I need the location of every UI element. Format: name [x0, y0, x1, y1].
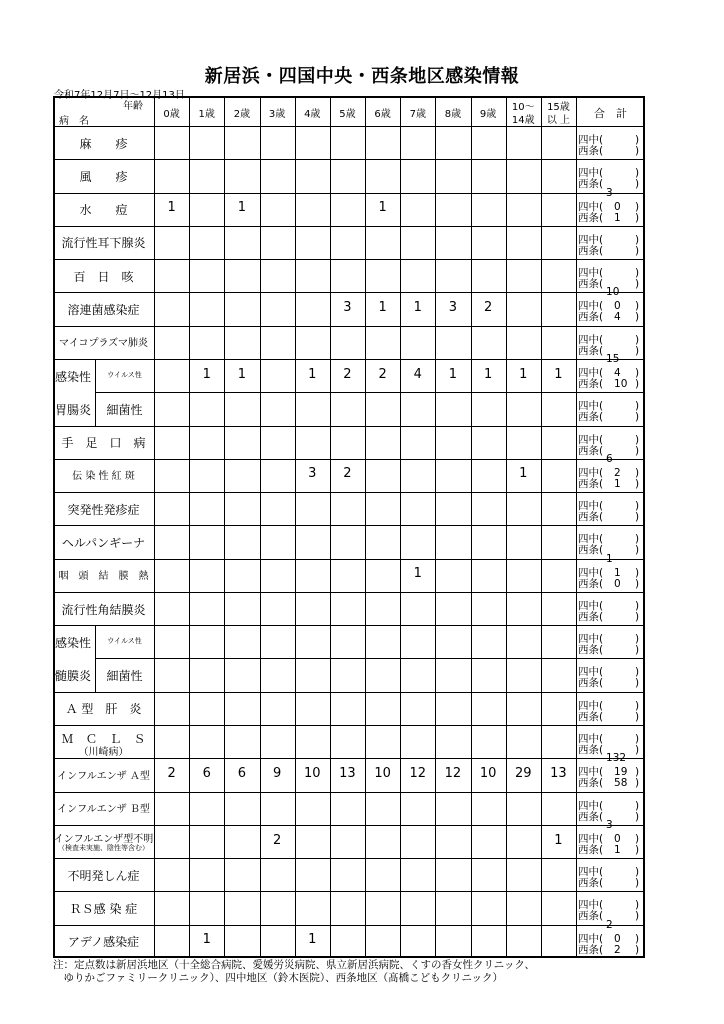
region-saijo: 西条(: [578, 877, 604, 890]
table-rule: [53, 625, 645, 626]
virus-label: ウイルス性: [107, 370, 142, 379]
age-label: 年齢: [123, 101, 143, 112]
age-header: 14歳: [511, 115, 535, 126]
disease-name: 溶連菌感染症: [67, 303, 140, 318]
case-count: 3: [308, 466, 317, 482]
disease-note: （検査未実施、陰性等含む）: [58, 843, 149, 852]
case-count: 2: [272, 832, 282, 848]
case-count: 1: [378, 300, 387, 316]
disease-name: Ｍ Ｃ Ｌ Ｓ: [61, 732, 146, 747]
region-saijo: 西条(: [578, 344, 604, 357]
region-shikoku: 四中(: [578, 766, 604, 779]
paren-close: ): [635, 799, 640, 812]
table-rule: [53, 126, 645, 127]
disease-name: 手 足 口 病: [61, 436, 146, 451]
paren-close: ): [635, 444, 640, 457]
case-count: 1: [237, 200, 247, 216]
table-rule: [53, 459, 645, 460]
shikoku-count: 19: [614, 766, 628, 779]
table-rule: [53, 226, 645, 227]
disease-name: アデノ感染症: [67, 935, 140, 950]
table-rule: [53, 925, 645, 926]
paren-close: ): [635, 300, 640, 313]
case-count: 1: [519, 466, 528, 482]
region-saijo: 西条(: [578, 377, 604, 390]
saijo-count: 0: [614, 577, 621, 590]
paren-close: ): [635, 610, 640, 623]
case-count: 1: [237, 366, 247, 382]
region-shikoku: 四中(: [578, 566, 604, 579]
paren-close: ): [635, 311, 640, 324]
virus-label: ウイルス性: [107, 636, 142, 645]
region-shikoku: 四中(: [578, 400, 604, 413]
table-rule: [53, 559, 645, 560]
total-count: 10: [606, 286, 620, 299]
saijo-count: 10: [614, 377, 628, 390]
table-rule: [53, 159, 645, 160]
case-count: 1: [554, 832, 563, 848]
total-count: 1: [606, 552, 613, 565]
age-header: 8歳: [444, 109, 462, 120]
region-shikoku: 四中(: [578, 200, 604, 213]
region-saijo: 西条(: [578, 211, 604, 224]
disease-name: 咽 頭 結 膜 熱: [58, 571, 149, 583]
case-count: 2: [343, 466, 352, 482]
age-header: 15歳: [547, 102, 570, 113]
group-label: 胃腸炎: [55, 402, 92, 417]
paren-close: ): [635, 344, 640, 357]
case-count: 10: [374, 765, 391, 781]
paren-close: ): [635, 477, 640, 490]
shikoku-count: 0: [614, 932, 621, 945]
case-count: 10: [479, 765, 497, 781]
case-count: 3: [448, 300, 458, 316]
disease-label: 病 名: [59, 116, 89, 127]
table-rule: [53, 326, 645, 327]
total-header: 合 計: [594, 107, 627, 120]
age-header: 0歳: [163, 109, 180, 120]
case-count: 10: [303, 765, 321, 781]
shikoku-count: 0: [614, 300, 621, 313]
age-header: 5歳: [339, 109, 356, 120]
paren-close: ): [635, 233, 640, 246]
case-count: 1: [202, 932, 211, 948]
paren-close: ): [635, 943, 640, 956]
table-rule: [53, 858, 645, 859]
total-count: 15: [606, 352, 620, 365]
paren-close: ): [635, 843, 640, 856]
paren-close: ): [635, 666, 640, 679]
paren-close: ): [635, 366, 640, 379]
disease-name: 風 疹: [79, 169, 128, 184]
paren-close: ): [635, 533, 640, 546]
case-count: 29: [514, 765, 532, 781]
paren-close: ): [635, 500, 640, 513]
table-rule: [53, 825, 645, 826]
disease-name: ヘルパンギーナ: [61, 536, 146, 550]
footnote-line: ゆりかごファミリークリニック）、四中地区（鈴木医院）、西条地区（髙橋こどもクリニック）: [53, 972, 504, 984]
case-count: 1: [519, 366, 528, 382]
table-rule: [53, 692, 645, 693]
group-label: 髄膜炎: [55, 669, 92, 684]
total-count: 6: [606, 452, 613, 465]
disease-name: 麻 疹: [79, 136, 128, 151]
region-saijo: 西条(: [578, 843, 604, 856]
age-header: 10～: [511, 102, 535, 113]
paren-close: ): [635, 333, 640, 346]
total-count: 3: [606, 186, 613, 199]
disease-name: ＲＳ感 染 症: [69, 902, 138, 917]
paren-close: ): [635, 599, 640, 612]
table-rule: [53, 792, 645, 793]
region-saijo: 西条(: [578, 411, 604, 424]
region-saijo: 西条(: [578, 145, 604, 157]
region-shikoku: 四中(: [578, 633, 604, 646]
region-saijo: 西条(: [578, 244, 604, 257]
age-header: 9歳: [479, 109, 497, 120]
footnote-line: 注：定点数は新居浜地区（十全総合病院、愛媛労災病院、県立新居浜病院、くすの香女性クリニック、: [53, 959, 535, 971]
paren-close: ): [635, 866, 640, 879]
region-saijo: 西条(: [578, 278, 604, 291]
region-saijo: 西条(: [578, 178, 604, 191]
paren-close: ): [635, 733, 640, 746]
paren-close: ): [635, 377, 640, 390]
region-saijo: 西条(: [578, 577, 604, 590]
case-count: 6: [202, 765, 211, 781]
paren-close: ): [635, 544, 640, 557]
saijo-count: 1: [614, 843, 621, 856]
region-shikoku: 四中(: [578, 233, 604, 246]
paren-close: ): [635, 899, 640, 912]
disease-name: 流行性角結膜炎: [61, 602, 146, 617]
disease-name: 伝 染 性 紅 斑: [72, 471, 135, 483]
region-saijo: 西条(: [578, 477, 604, 490]
region-saijo: 西条(: [578, 910, 604, 923]
paren-close: ): [635, 433, 640, 446]
disease-name: インフルエンザ Ａ型: [57, 770, 150, 782]
region-shikoku: 四中(: [578, 267, 604, 280]
paren-close: ): [635, 877, 640, 890]
region-shikoku: 四中(: [578, 799, 604, 812]
region-saijo: 西条(: [578, 943, 604, 956]
region-shikoku: 四中(: [578, 333, 604, 346]
disease-name: 不明発しん症: [67, 868, 140, 883]
saijo-count: 1: [614, 211, 621, 224]
paren-close: ): [635, 633, 640, 646]
region-shikoku: 四中(: [578, 533, 604, 546]
paren-close: ): [635, 167, 640, 180]
paren-close: ): [635, 766, 640, 779]
paren-close: ): [635, 267, 640, 280]
saijo-count: 1: [614, 477, 621, 490]
region-shikoku: 四中(: [578, 733, 604, 746]
case-count: 1: [413, 300, 422, 316]
total-count: 3: [606, 818, 613, 831]
region-shikoku: 四中(: [578, 866, 604, 879]
case-count: 2: [378, 366, 387, 382]
paren-close: ): [635, 566, 640, 579]
paren-close: ): [635, 200, 640, 213]
table-rule: [53, 525, 645, 526]
group-label: 感染性: [55, 635, 92, 650]
group-label: 感染性: [55, 369, 92, 384]
paren-close: ): [635, 178, 640, 191]
age-header: 2歳: [233, 109, 251, 120]
region-shikoku: 四中(: [578, 134, 604, 146]
table-rule: [53, 891, 645, 892]
region-saijo: 西条(: [578, 444, 604, 457]
page-title: 新居浜・四国中央・西条地区感染情報: [204, 66, 520, 87]
case-count: 4: [413, 366, 422, 382]
shikoku-count: 1: [614, 566, 621, 579]
table-rule: [53, 193, 645, 194]
case-count: 1: [554, 366, 563, 382]
age-header: 3歳: [268, 109, 286, 120]
region-saijo: 西条(: [578, 610, 604, 623]
table-rule: [53, 259, 645, 260]
case-count: 9: [272, 765, 282, 781]
paren-close: ): [635, 411, 640, 424]
case-count: 2: [343, 366, 352, 382]
case-count: 6: [237, 765, 247, 781]
paren-close: ): [635, 699, 640, 712]
total-count: 132: [606, 752, 627, 765]
region-saijo: 西条(: [578, 311, 604, 324]
region-shikoku: 四中(: [578, 500, 604, 513]
disease-name: インフルエンザ型不明: [53, 833, 154, 845]
case-count: 1: [202, 366, 211, 382]
case-count: 1: [308, 932, 317, 948]
case-count: 1: [167, 200, 176, 216]
region-saijo: 西条(: [578, 511, 604, 524]
paren-close: ): [635, 466, 640, 479]
region-saijo: 西条(: [578, 744, 604, 757]
table-rule: [53, 292, 645, 293]
disease-name: 百 日 咳: [73, 269, 134, 284]
saijo-count: 58: [614, 777, 628, 790]
paren-close: ): [635, 511, 640, 524]
case-count: 13: [339, 765, 356, 781]
paren-close: ): [635, 644, 640, 657]
case-count: 2: [483, 300, 493, 316]
region-shikoku: 四中(: [578, 466, 604, 479]
paren-close: ): [635, 744, 640, 757]
case-count: 1: [378, 200, 387, 216]
region-saijo: 西条(: [578, 544, 604, 557]
bacteria-label: 細菌性: [106, 402, 143, 417]
disease-name: インフルエンザ Ｂ型: [57, 804, 150, 816]
footnote: [53, 959, 535, 985]
paren-close: ): [635, 910, 640, 923]
disease-name: マイコプラズマ肺炎: [59, 338, 148, 350]
disease-name: 水 痘: [79, 203, 128, 218]
paren-close: ): [635, 832, 640, 845]
table-rule: [53, 758, 645, 759]
saijo-count: 4: [614, 311, 621, 324]
region-shikoku: 四中(: [578, 666, 604, 679]
bacteria-label: 細菌性: [106, 669, 143, 684]
case-count: 1: [483, 366, 493, 382]
paren-close: ): [635, 400, 640, 413]
paren-close: ): [635, 134, 640, 146]
table-rule: [53, 725, 645, 726]
case-count: 1: [413, 566, 422, 582]
region-saijo: 西条(: [578, 644, 604, 657]
table-rule: [53, 359, 645, 360]
paren-close: ): [635, 677, 640, 690]
case-count: 1: [448, 366, 458, 382]
paren-close: ): [635, 710, 640, 723]
paren-close: ): [635, 577, 640, 590]
paren-close: ): [635, 244, 640, 257]
region-saijo: 西条(: [578, 777, 604, 790]
paren-close: ): [635, 932, 640, 945]
shikoku-count: 4: [614, 366, 621, 379]
region-shikoku: 四中(: [578, 433, 604, 446]
region-saijo: 西条(: [578, 710, 604, 723]
region-saijo: 西条(: [578, 810, 604, 823]
table-rule: [53, 426, 645, 427]
paren-close: ): [635, 211, 640, 224]
region-shikoku: 四中(: [578, 699, 604, 712]
age-header: 6歳: [374, 109, 391, 120]
table-rule: [95, 658, 645, 659]
paren-close: ): [635, 145, 640, 157]
age-header: 以 上: [546, 115, 571, 126]
table-rule: [53, 492, 645, 493]
shikoku-count: 0: [614, 832, 621, 845]
case-count: 12: [444, 765, 462, 781]
total-count: 2: [606, 918, 613, 931]
table-rule: [53, 592, 645, 593]
region-shikoku: 四中(: [578, 899, 604, 912]
case-count: 13: [550, 765, 567, 781]
disease-name: 突発性発疹症: [67, 502, 140, 517]
paren-close: ): [635, 278, 640, 291]
saijo-count: 2: [614, 943, 621, 956]
disease-name: 流行性耳下腺炎: [61, 236, 146, 251]
region-shikoku: 四中(: [578, 366, 604, 379]
infection-table: [53, 96, 645, 958]
table-rule: [53, 956, 645, 958]
case-count: 2: [167, 765, 176, 781]
region-shikoku: 四中(: [578, 832, 604, 845]
age-header: 1歳: [198, 109, 215, 120]
region-saijo: 西条(: [578, 677, 604, 690]
case-count: 3: [343, 300, 352, 316]
age-header: 7歳: [409, 109, 426, 120]
table-rule: [95, 392, 645, 393]
paren-close: ): [635, 810, 640, 823]
paren-close: ): [635, 777, 640, 790]
region-shikoku: 四中(: [578, 167, 604, 180]
shikoku-count: 2: [614, 466, 621, 479]
shikoku-count: 0: [614, 200, 621, 213]
disease-name: Ａ 型 肝 炎: [65, 702, 142, 717]
region-shikoku: 四中(: [578, 932, 604, 945]
age-header: 4歳: [304, 109, 321, 120]
region-shikoku: 四中(: [578, 599, 604, 612]
case-count: 1: [308, 366, 317, 382]
disease-note: （川崎病）: [78, 747, 129, 759]
region-shikoku: 四中(: [578, 300, 604, 313]
case-count: 12: [409, 765, 427, 781]
